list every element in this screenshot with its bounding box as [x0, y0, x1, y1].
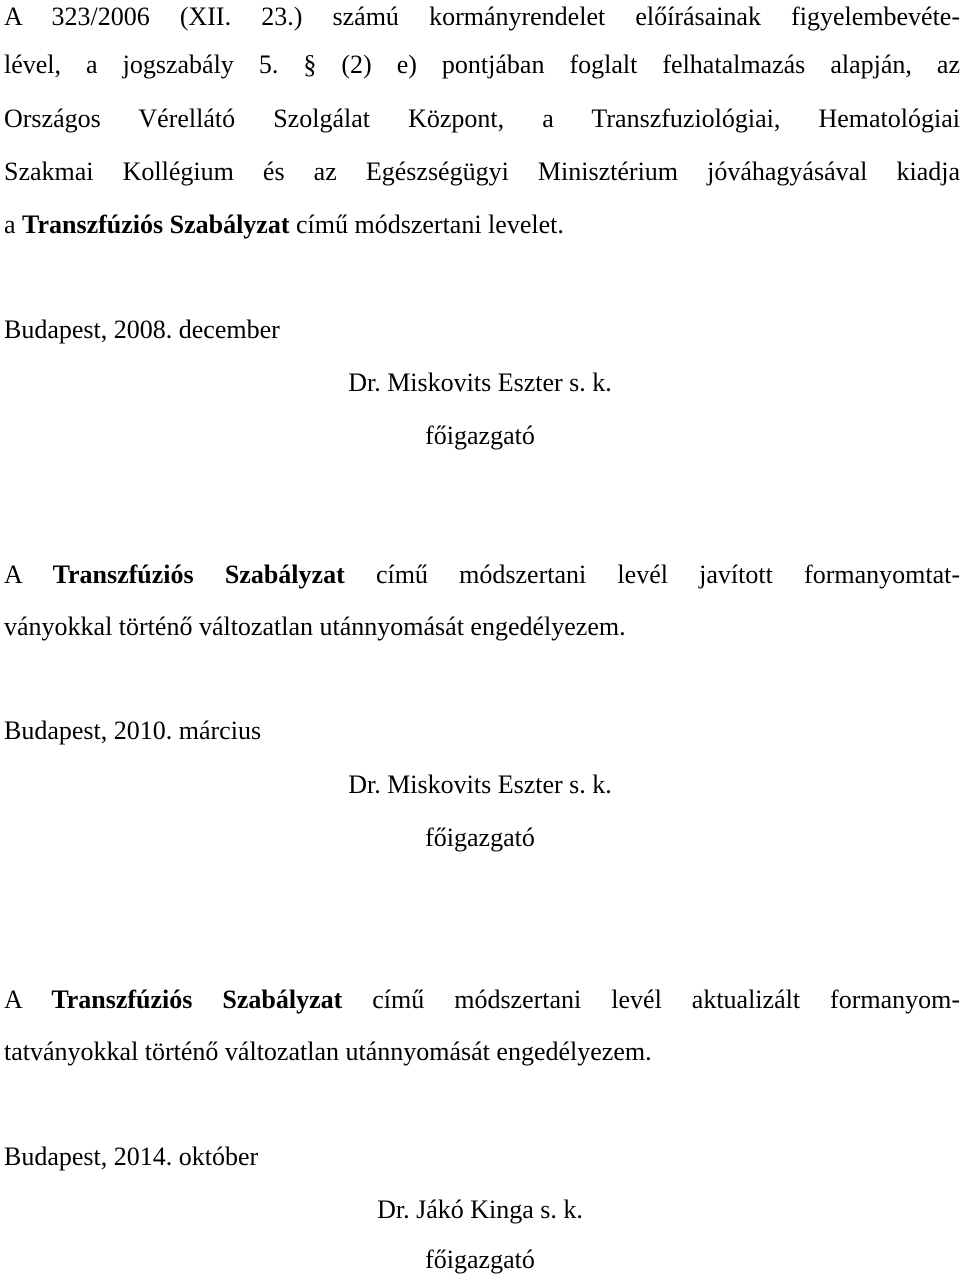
signer-name-1: Dr. Miskovits Eszter s. k.: [348, 368, 612, 397]
paragraph3-line1-suffix: című módszertani levél aktualizált formanyom-: [342, 985, 960, 1014]
paragraph1-line1: A 323/2006 (XII. 23.) számú kormányrendelet előírásainak figyelembevéte-: [4, 2, 960, 31]
paragraph1-line2: lével, a jogszabály 5. § (2) e) pontjában foglalt felhatalmazás alapján, az: [4, 50, 960, 79]
signer-title-3: főigazgató: [425, 1245, 535, 1274]
signer-name-2: Dr. Miskovits Eszter s. k.: [348, 770, 612, 799]
regulation-title-bold: Transzfúziós Szabályzat: [52, 560, 345, 589]
paragraph3-line2: tatványokkal történő változatlan utánnyomását engedélyezem.: [4, 1037, 652, 1066]
signer-title-1: főigazgató: [425, 421, 535, 450]
signer-name-3: Dr. Jákó Kinga s. k.: [377, 1195, 583, 1224]
paragraph2-line2: ványokkal történő változatlan utánnyomását engedélyezem.: [4, 612, 626, 641]
paragraph1-line5: [4, 210, 564, 240]
paragraph2-line1-prefix: A: [4, 560, 53, 589]
date-2014: Budapest, 2014. október: [4, 1142, 259, 1171]
date-2008: Budapest, 2008. december: [4, 315, 280, 344]
paragraph3-line1: [4, 985, 960, 1015]
paragraph1-line5-prefix: a: [4, 210, 23, 239]
paragraph2-line1: [4, 560, 960, 590]
regulation-title-bold: Transzfúziós Szabályzat: [51, 985, 343, 1014]
signer-title-2: főigazgató: [425, 823, 535, 852]
paragraph3-line1-prefix: A: [4, 985, 52, 1014]
date-2010: Budapest, 2010. március: [4, 716, 262, 745]
paragraph2-line1-suffix: című módszertani levél javított formanyomtat-: [344, 560, 960, 589]
regulation-title-bold: Transzfúziós Szabályzat: [22, 210, 290, 239]
paragraph1-line4: Szakmai Kollégium és az Egészségügyi Minisztérium jóváhagyásával kiadja: [4, 157, 960, 186]
paragraph1-line3: Országos Vérellátó Szolgálat Központ, a Transzfuziológiai, Hematológiai: [4, 104, 960, 133]
paragraph1-line5-suffix: című módszertani levelet.: [289, 210, 564, 239]
